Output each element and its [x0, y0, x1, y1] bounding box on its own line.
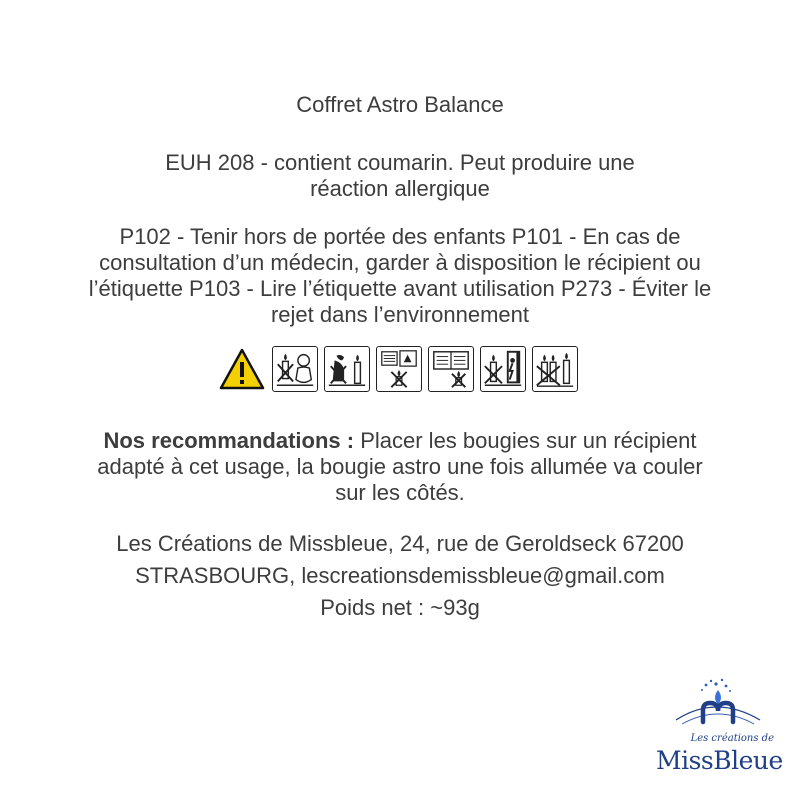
recommendations-line-2: adapté à cet usage, la bougie astro une fois allumée va couler [97, 454, 703, 479]
address-line-2: STRASBOURG, lescreationsdemissbleue@gmail.com [135, 563, 665, 588]
precautionary-statements [0, 224, 800, 328]
precaution-line-3: l’étiquette P103 - Lire l’étiquette avant utilisation P273 - Éviter le [88, 276, 712, 301]
precaution-line-2: consultation d’un médecin, garder à disposition le récipient ou [99, 250, 701, 275]
company-address [0, 528, 800, 624]
never-leave-candle-unattended-icon [480, 346, 526, 392]
brand-logo [656, 676, 783, 776]
candle-away-from-children-icon [272, 346, 318, 392]
logo-name: MissBleue [656, 746, 783, 775]
candle-away-from-pets-icon [324, 346, 370, 392]
precaution-line-1: P102 - Tenir hors de portée des enfants P101 - En cas de [119, 224, 681, 249]
euh-statement [0, 150, 800, 202]
candle-away-from-drafts-icon [428, 346, 474, 392]
warning-triangle-icon [218, 347, 266, 391]
recommendations-line-1 [40, 428, 760, 454]
address-line-1: Les Créations de Missbleue, 24, rue de Geroldseck 67200 [116, 531, 684, 556]
euh-line-1: EUH 208 - contient coumarin. Peut produire une [165, 150, 635, 175]
recommendations-text-1: Placer les bougies sur un récipient [354, 428, 697, 453]
product-title [0, 92, 800, 118]
net-weight: Poids net : ~93g [320, 595, 480, 620]
euh-line-2: réaction allergique [310, 176, 490, 201]
logo-subtitle: Les créations de [690, 733, 774, 744]
candle-away-from-flammables-icon [376, 346, 422, 392]
recommendations-line-3: sur les côtés. [335, 480, 465, 505]
recommendations [40, 428, 760, 506]
keep-candles-apart-icon [532, 346, 578, 392]
recommendations-label: Nos recommandations : [103, 428, 355, 453]
safety-pictograms [218, 346, 582, 392]
product-title-text: Coffret Astro Balance [296, 92, 504, 117]
precaution-line-4: rejet dans l’environnement [270, 302, 530, 327]
